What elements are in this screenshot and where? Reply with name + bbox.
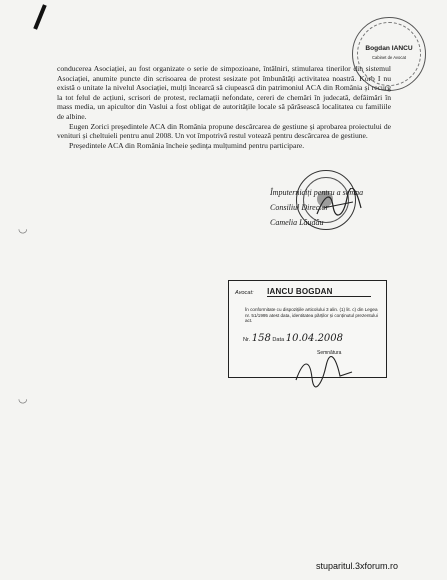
- signature-line-council: Consiliul Director: [270, 203, 329, 212]
- stamp-name-underline: [267, 296, 371, 297]
- lawyer-signature: [290, 350, 358, 392]
- stamp-date-value: 10.04.2008: [285, 333, 344, 344]
- stamp-lawyer-row: [235, 287, 333, 296]
- seal-subtitle: Cabinet de Avocat: [372, 55, 406, 60]
- paragraph-3: Președintele ACA din România încheie ședința mulțumind pentru participare.: [69, 140, 305, 150]
- margin-hole-mark-top: ◡: [18, 222, 28, 235]
- stamp-signature-label: Semnătura: [317, 350, 342, 356]
- stamp-date-label: Data: [272, 337, 285, 343]
- signature-line-name: Camelia Lăudău: [270, 218, 324, 227]
- pen-mark: [33, 4, 46, 30]
- stamp-number-date-row: [243, 333, 343, 344]
- stamp-legal-note: În conformitate cu dispozițiile articolului 3 alin. (1) lit. c) din Legea nr. 51/1995 atest data, identitatea părților și conținutul prezentului act.: [245, 307, 378, 324]
- paragraph-1: conducerea Asociației, au fost organizate o serie de simpozioane, întâlniri, stimularea tinerilor din sistemul Asociației, anumite puncte din scrisoarea de protest sesizate pot îmbunătăți activitatea noastră. Korb I nu există o unitate la nivelul Asociației, mulți încearcă să ciupească din patrimoniul ACA din România și recurg la tot felul de acțiuni, scrisori de protest, reclamații nefondate, cereri de chemări în judecată, defăimări în mass media, un apicultor din Vaslui a fost obligat de autoritățile locale să părăsească localitatea cu familiile de albine.: [57, 64, 391, 121]
- watermark-text: stuparitul.3xforum.ro: [316, 561, 399, 571]
- signature-line-authorized: Împuterniciți pentru a semna: [270, 188, 364, 197]
- handwritten-signature: [313, 188, 365, 222]
- margin-hole-mark-bottom: ◡: [18, 392, 28, 405]
- stamp-nr-value: 158: [251, 333, 271, 344]
- stamp-lawyer-label: Avocat:: [235, 290, 254, 296]
- seal-lawyer-name: Bogdan IANCU: [365, 45, 413, 52]
- document-body: [57, 64, 391, 150]
- stamp-nr-label: Nr.: [243, 337, 251, 343]
- paragraph-2: Eugen Zorici președintele ACA din România propune descărcarea de gestiune și aprobarea proiectului de venituri și cheltuieli pentru anul 2008. Un vot împotrivă restul votează pentru descărcarea de gestiune.: [57, 121, 391, 141]
- stamp-lawyer-name: IANCU BOGDAN: [267, 287, 333, 296]
